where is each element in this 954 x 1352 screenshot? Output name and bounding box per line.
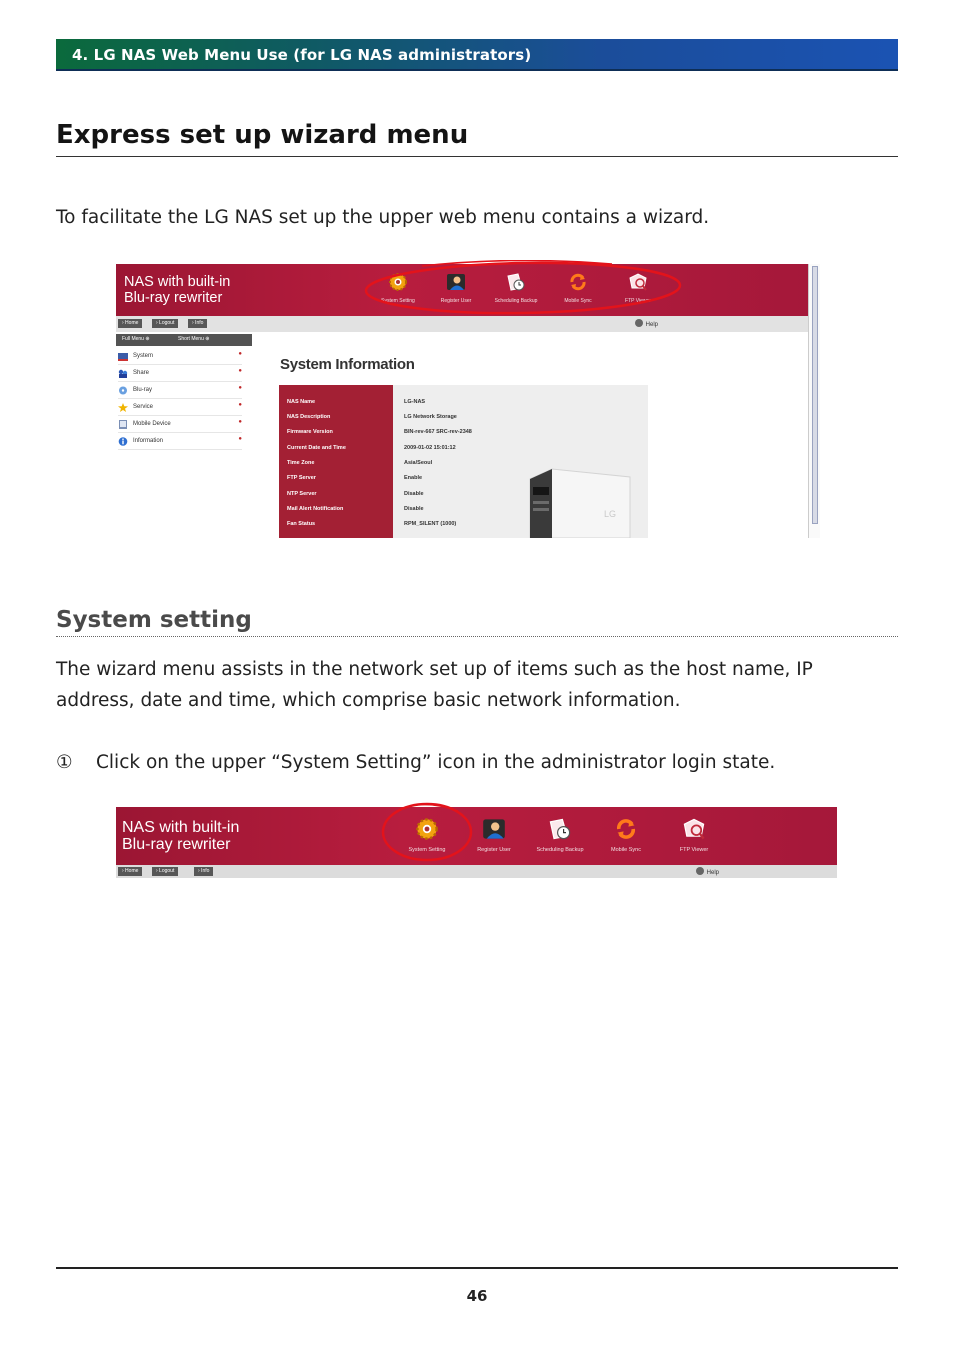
full-menu-tab[interactable]: Full Menu ⊕ [122, 336, 150, 342]
section-title: Express set up wizard menu [56, 120, 469, 150]
side-menu [116, 332, 252, 538]
scheduling-backup-icon[interactable] [548, 817, 572, 841]
system-icon [118, 352, 128, 361]
info-label-column [279, 385, 393, 538]
highlight-circle [380, 801, 478, 865]
info-value: LG Network Storage [404, 414, 457, 420]
home-button[interactable]: › Home [118, 319, 142, 328]
nas-brand: NAS with built-in Blu-ray rewriter [122, 819, 240, 853]
toolbar-label: Register User [440, 298, 472, 304]
system-information-title: System Information [280, 356, 415, 373]
arrow-icon: ● [238, 436, 242, 442]
info-label: Current Date and Time [287, 445, 346, 451]
info-value: Disable [404, 491, 424, 497]
side-item-mobile-device[interactable]: Mobile Device ● [118, 416, 242, 433]
chapter-title: 4. LG NAS Web Menu Use (for LG NAS administrators) [72, 46, 532, 64]
system-information-table [279, 385, 648, 538]
toolbar-label: Scheduling Backup [494, 298, 538, 304]
info-value: BIN-rev-667 SRC-rev-2348 [404, 429, 472, 435]
toolbar-label: Scheduling Backup [536, 847, 584, 853]
share-icon [118, 369, 128, 378]
ftp-viewer-icon[interactable] [682, 817, 706, 841]
toolbar-label: FTP Viewer [625, 298, 651, 304]
info-label: NAS Description [287, 414, 331, 420]
toolbar-label: System Setting [408, 847, 446, 853]
section-divider [56, 156, 898, 157]
toolbar-label: Register User [477, 847, 511, 853]
mobile-device-icon [118, 420, 128, 429]
arrow-icon: ● [238, 351, 242, 357]
help-icon [635, 319, 643, 327]
side-menu-tabs [116, 334, 252, 346]
logout-button[interactable]: › Logout [152, 867, 178, 876]
register-user-icon[interactable] [482, 817, 506, 841]
info-button[interactable]: › Info [188, 319, 207, 328]
home-button[interactable]: › Home [118, 867, 142, 876]
info-label: Fan Status [287, 521, 316, 527]
logout-button[interactable]: › Logout [152, 319, 178, 328]
content-area [252, 332, 808, 538]
info-value: 2009-01-02 15:01:12 [404, 445, 456, 451]
info-value: Enable [404, 475, 423, 481]
toolbar-label: Mobile Sync [611, 847, 641, 853]
subsection-title: System setting [56, 607, 252, 633]
side-item-share[interactable]: Share ● [118, 365, 242, 382]
page-number: 46 [466, 1287, 488, 1305]
arrow-icon: ● [238, 402, 242, 408]
arrow-icon: ● [238, 419, 242, 425]
side-item-system[interactable]: System ● [118, 348, 242, 365]
info-label: FTP Server [287, 475, 316, 481]
scrollbar-thumb[interactable] [812, 266, 818, 524]
info-label: NTP Server [287, 491, 317, 497]
info-icon [118, 437, 128, 446]
device-logo: LG [604, 509, 617, 519]
nas-device-image [522, 467, 632, 538]
sync-icon[interactable] [614, 817, 638, 841]
footer-divider [56, 1267, 898, 1269]
nas-nav-bar [116, 865, 837, 878]
side-item-service[interactable]: Service ● [118, 399, 242, 416]
info-value: Disable [404, 506, 424, 512]
step-text: Click on the upper “System Setting” icon in the administrator login state. [96, 752, 776, 773]
step-number: ① [56, 752, 73, 773]
info-button[interactable]: › Info [194, 867, 213, 876]
chapter-header-bar [56, 39, 898, 69]
intro-paragraph: To facilitate the LG NAS set up the upper web menu contains a wizard. [56, 207, 710, 228]
info-value: RPM_SILENT (1000) [404, 521, 457, 527]
info-value: LG-NAS [404, 399, 426, 405]
step-instruction [56, 747, 775, 778]
info-label: Time Zone [287, 460, 315, 466]
highlight-ellipse [362, 260, 688, 320]
short-menu-tab[interactable]: Short Menu ⊕ [178, 336, 210, 342]
star-icon [118, 403, 128, 412]
blu-ray-icon [118, 386, 128, 395]
nas-brand: NAS with built-in Blu-ray rewriter [124, 274, 231, 306]
toolbar-label: Mobile Sync [564, 298, 592, 304]
help-link[interactable]: Help [635, 319, 658, 328]
help-icon [696, 867, 704, 875]
toolbar-label: System Setting [381, 298, 415, 304]
toolbar-label: FTP Viewer [679, 847, 709, 853]
info-label: Mail Alert Notification [287, 506, 344, 512]
side-item-blu-ray[interactable]: Blu-ray ● [118, 382, 242, 399]
info-value: Asia/Seoul [404, 460, 433, 466]
vertical-scrollbar[interactable] [808, 264, 820, 538]
subsection-divider [56, 636, 898, 637]
info-label: NAS Name [287, 399, 316, 405]
arrow-icon: ● [238, 368, 242, 374]
description-paragraph: The wizard menu assists in the network set up of items such as the host name, IP address, date and time, which comprise basic network information. [56, 659, 813, 711]
info-label: Firmware Version [287, 429, 333, 435]
side-item-information[interactable]: Information ● [118, 433, 242, 450]
help-link[interactable]: Help [696, 867, 719, 876]
arrow-icon: ● [238, 385, 242, 391]
